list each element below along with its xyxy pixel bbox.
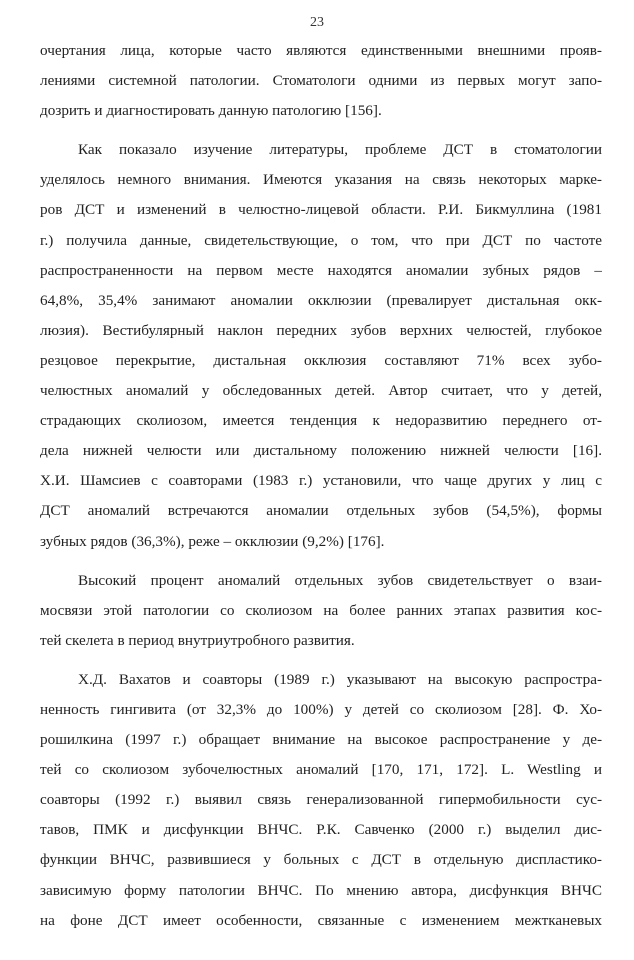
text-line: на фоне ДСТ имеет особенности, связанные с изменением межтканевых: [40, 911, 602, 929]
text-line: зависимую форму патологии ВНЧС. По мнению автора, дисфункция ВНЧС: [40, 881, 602, 899]
text-line: люзия). Вестибулярный наклон передних зубов верхних челюстей, глубокое: [40, 321, 602, 339]
text-line: рошилкина (1997 г.) обращает внимание на высокое распространение у де-: [40, 731, 602, 749]
text-line: Х.Д. Вахатов и соавторы (1989 г.) указывают на высокую распростра-: [78, 670, 602, 688]
text-line: лениями системной патологии. Стоматологи одними из первых могут запо-: [40, 72, 602, 90]
page-number: 23: [310, 15, 324, 30]
text-line: ров ДСТ и изменений в челюстно-лицевой области. Р.И. Бикмуллина (1981: [40, 201, 602, 219]
text-line: 64,8%, 35,4% занимают аномалии окклюзии (превалирует дистальная окк-: [40, 291, 602, 309]
text-line: мосвязи этой патологии со сколиозом на более ранних этапах развития кос-: [40, 601, 602, 619]
text-line: Высокий процент аномалий отдельных зубов свидетельствует о взаи-: [78, 571, 602, 589]
text-line: ДСТ аномалий встречаются аномалии отдельных зубов (54,5%), формы: [40, 502, 602, 520]
text-line: Х.И. Шамсиев с соавторами (1983 г.) установили, что чаще других у лиц с: [40, 472, 602, 490]
text-line: челюстных аномалий у обследованных детей. Автор считает, что у детей,: [40, 382, 602, 400]
text-line: г.) получила данные, свидетельствующие, о том, что при ДСТ по частоте: [40, 231, 602, 249]
text-line: функции ВНЧС, развившиеся у больных с ДСТ в отдельную диспластико-: [40, 851, 602, 869]
text-line: зубных рядов (36,3%), реже – окклюзии (9,2%) [176].: [40, 532, 385, 550]
text-line: тавов, ПМК и дисфункции ВНЧС. Р.К. Савченко (2000 г.) выделил дис-: [40, 821, 602, 839]
text-line: дозрить и диагностировать данную патологию [156].: [40, 102, 382, 120]
text-line: соавторы (1992 г.) выявил связь генерализованной гипермобильности сус-: [40, 791, 602, 809]
text-line: очертания лица, которые часто являются единственными внешними прояв-: [40, 42, 602, 59]
text-line: Как показало изучение литературы, проблеме ДСТ в стоматологии: [78, 141, 602, 159]
text-line: тей скелета в период внутриутробного развития.: [40, 631, 355, 649]
text-line: тей со сколиозом зубочелюстных аномалий [170, 171, 172]. L. Westling и: [40, 761, 602, 779]
text-line: уделялось немного внимания. Имеются указания на связь некоторых марке-: [40, 171, 602, 189]
text-line: резцовое перекрытие, дистальная окклюзия составляют 71% всех зубо-: [40, 351, 602, 369]
text-line: распространенности на первом месте находятся аномалии зубных рядов –: [40, 261, 602, 279]
text-line: ненность гингивита (от 32,3% до 100%) у детей со сколиозом [28]. Ф. Хо-: [40, 700, 602, 718]
text-line: дела нижней челюсти или дистальному положению нижней челюсти [16].: [40, 442, 602, 460]
body-text: [40, 36, 602, 936]
text-line: страдающих сколиозом, имеется тенденция к недоразвитию переднего от-: [40, 412, 602, 430]
